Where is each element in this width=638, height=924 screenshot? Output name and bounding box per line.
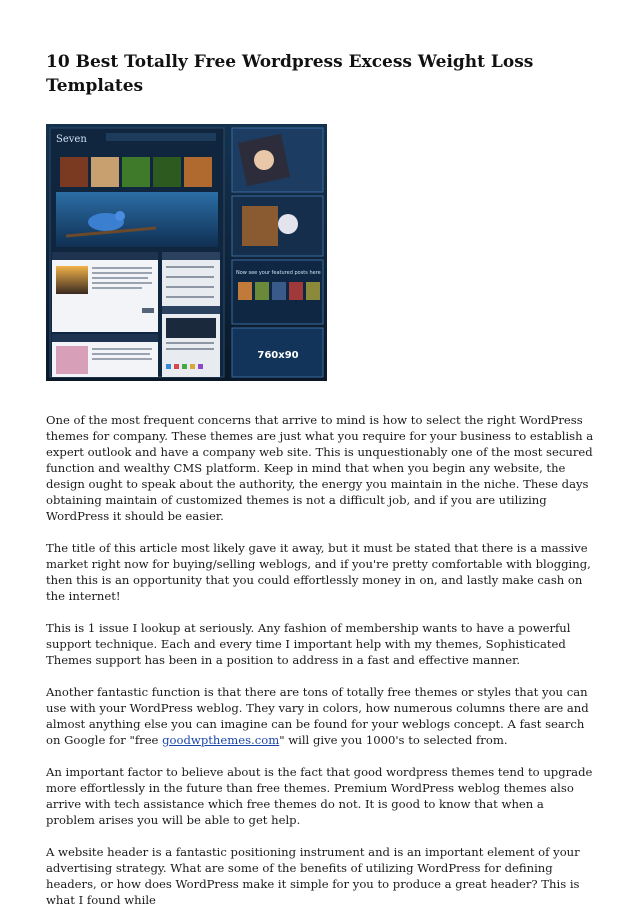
theme-preview-image	[46, 124, 327, 381]
paragraph: This is 1 issue I lookup at seriously. Any fashion of membership wants to have a powerful support technique. Each and every time I important help with my themes, Sophisticated Themes support has been in a position to address in a fast and effective manner.	[46, 621, 571, 667]
goodwpthemes-link[interactable]: goodwpthemes.com	[162, 733, 280, 747]
paragraph-with-link	[46, 684, 596, 748]
article-body	[46, 412, 596, 924]
paragraph-text: " will give you 1000's to selected from.	[279, 733, 508, 747]
page-title: 10 Best Totally Free Wordpress Excess Weight Loss Templates	[46, 52, 534, 96]
paragraph: The title of this article most likely gave it away, but it must be stated that there is a massive market right now for buying/selling weblogs, and if you're pretty comfortable with blogging, then this is an opportunity that you could effortlessly money in on, and lastly make cash on the internet!	[46, 541, 591, 603]
paragraph: A website header is a fantastic positioning instrument and is an important element of your advertising strategy. What are some of the benefits of utilizing WordPress for defining headers, or how does WordPress make it simple for you to produce a great header? This is what I found while	[46, 845, 580, 907]
paragraph: An important factor to believe about is the fact that good wordpress themes tend to upgrade more effortlessly in the future than free themes. Premium WordPress weblog themes also arrive with tech assistance which free themes do not. It is good to know that when a problem arises you will be able to get help.	[46, 765, 593, 827]
ad-size-label: 760x90	[257, 350, 299, 361]
theme-logo: Seven	[56, 134, 87, 145]
paragraph: One of the most frequent concerns that arrive to mind is how to select the right WordPress themes for company. These themes are just what you require for your business to establish a expert outlook and have a company web site. This is unquestionably one of the most secured function and wealthy CMS platform. Keep in mind that when you begin any website, the design ought to speak about the authority, the energy you maintain in the niche. These days obtaining maintain of customized themes is not a difficult job, and if you are utilizing WordPress it should be easier.	[46, 413, 594, 523]
banner-caption: Now see your featured posts here	[236, 270, 321, 276]
paragraph-text: Another fantastic function is that there are tons of totally free themes or styles that you can use with your WordPress weblog. They vary in colors, how numerous columns there are and almost anything else you can imagine can be found for your weblogs concept. A fast search on Google for "free	[46, 685, 589, 747]
